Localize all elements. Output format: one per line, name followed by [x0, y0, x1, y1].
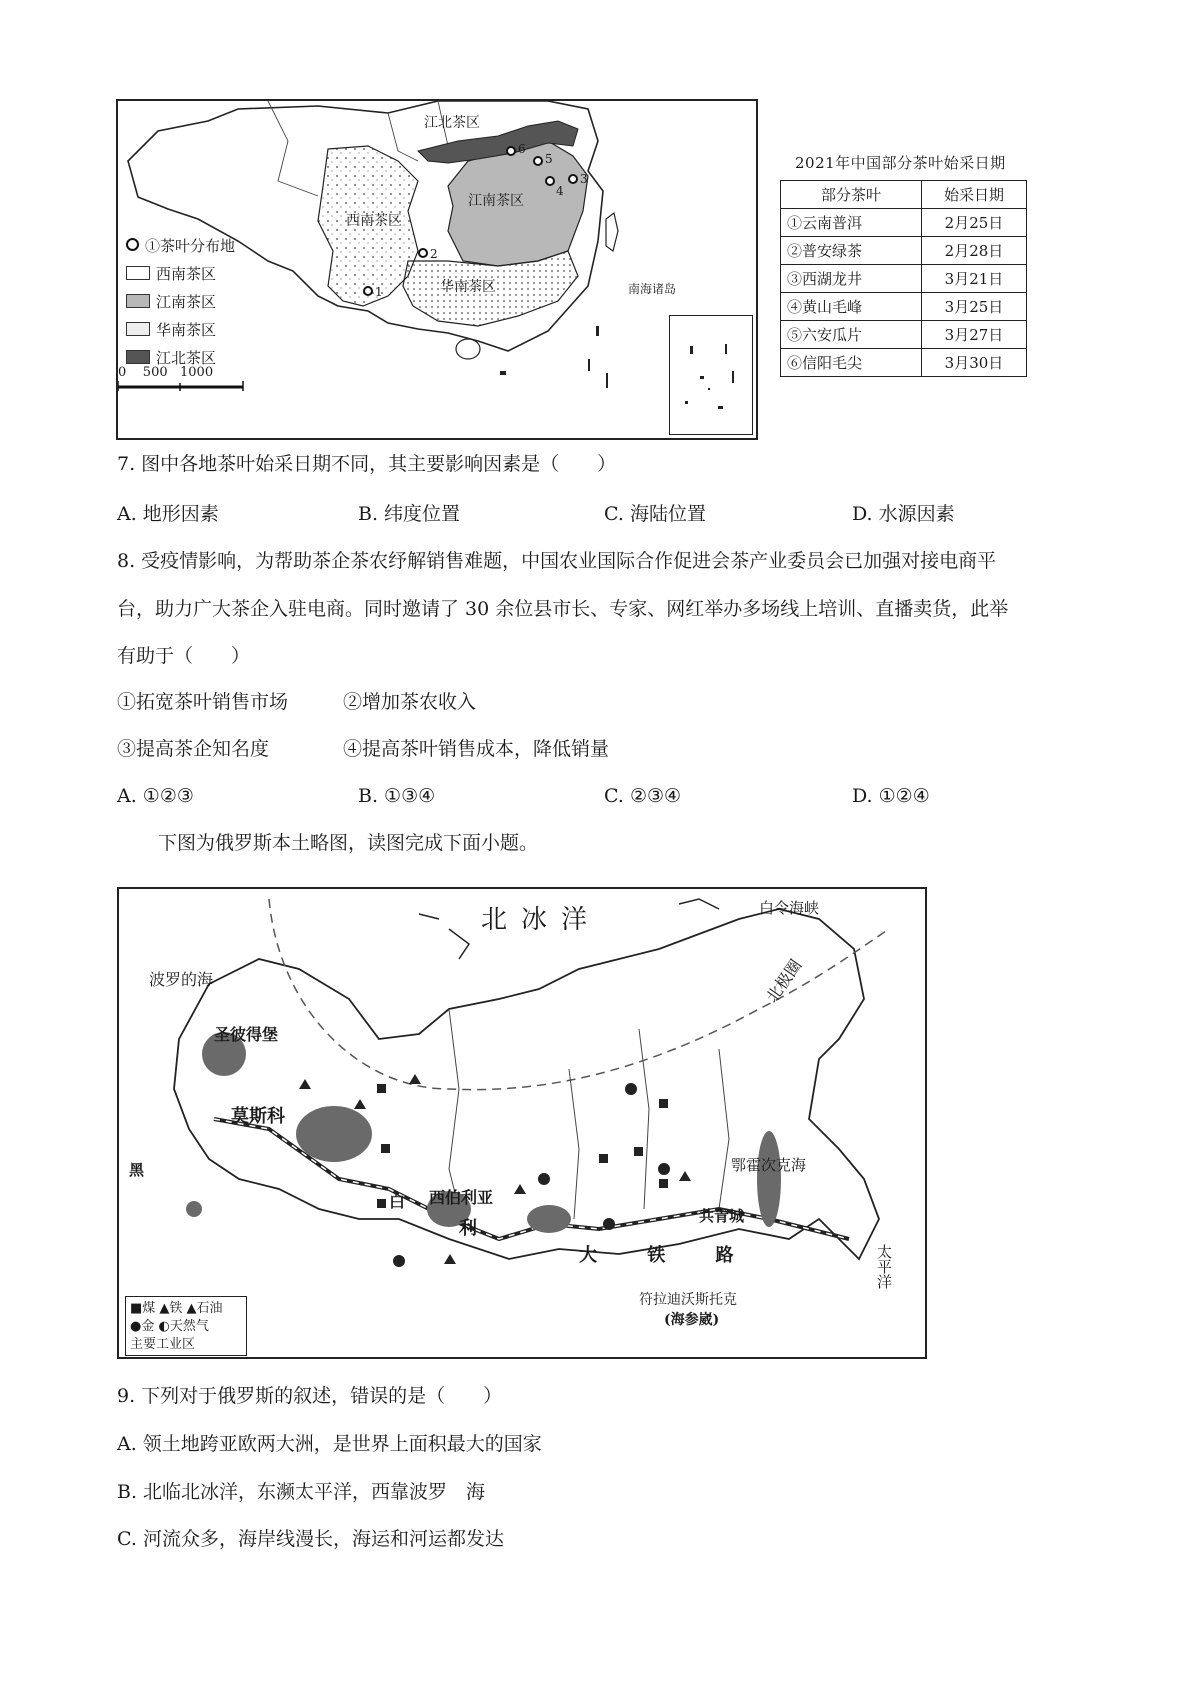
table-cell: ⑤六安瓜片	[781, 321, 922, 349]
q8-item-4: ④提高茶叶销售成本，降低销量	[343, 738, 610, 760]
map2-intro: 下图为俄罗斯本土略图，读图完成下面小题。	[158, 832, 539, 854]
q7-option-b: B. 纬度位置	[358, 503, 461, 525]
label-komsomolsk: 共青城	[699, 1207, 745, 1225]
table-cell: 3月25日	[922, 293, 1027, 321]
label-n6: 6	[518, 142, 526, 156]
table-row	[781, 293, 1027, 321]
label-bai: 白	[389, 1192, 406, 1211]
q8-stem-line-1: 8. 受疫情影响，为帮助茶企茶农纾解销售难题，中国农业国际合作促进会茶产业委员会已加强对接电商平	[117, 550, 997, 572]
label-baltic: 波罗的海	[149, 970, 214, 989]
table-row	[781, 265, 1027, 293]
label-huanan: 华南茶区	[440, 279, 496, 295]
south-sea-inset	[669, 315, 753, 435]
table-cell: ⑥信阳毛尖	[781, 349, 922, 377]
label-n4: 4	[556, 184, 564, 198]
q8-option-b: B. ①③④	[358, 785, 436, 807]
label-moscow: 莫斯科	[231, 1106, 285, 1127]
russia-map	[117, 887, 927, 1359]
legend-huanan-swatch	[126, 322, 150, 336]
label-nanhai: 南海诸岛	[628, 282, 677, 296]
table-header: 始采日期	[922, 181, 1027, 209]
tea-table	[780, 180, 1027, 377]
table-cell: 2月25日	[922, 209, 1027, 237]
label-big-rail: 大 铁 路	[579, 1245, 756, 1266]
label-pacific: 太平洋	[875, 1244, 893, 1289]
label-siberia-rail: 西伯利亚	[429, 1188, 494, 1207]
legend-line: 主要工业区	[130, 1337, 196, 1352]
label-xinan: 西南茶区	[346, 213, 402, 229]
table-row	[781, 237, 1027, 265]
legend-huanan: 华南茶区	[126, 321, 216, 339]
q7-option-a: A. 地形因素	[117, 503, 219, 525]
q7-option-c: C. 海陆位置	[604, 503, 706, 525]
legend-jiangbei-swatch	[126, 350, 150, 364]
scale-label: 0 500 1000	[118, 365, 214, 380]
table-header: 部分茶叶	[781, 181, 922, 209]
table-row	[781, 209, 1027, 237]
legend-line: ●金 ◐天然气	[130, 1319, 209, 1334]
table-cell: ①云南普洱	[781, 209, 922, 237]
label-arctic-circle: 北极圈	[762, 955, 806, 1007]
label-haishenwai: (海参崴)	[664, 1312, 720, 1328]
legend-xinan-swatch	[126, 266, 150, 280]
q8-stem-line-2: 台，助力广大茶企入驻电商。同时邀请了 30 余位县市长、专家、网红举办多场线上培训、直播卖货，此举	[117, 598, 1009, 620]
table-row	[781, 321, 1027, 349]
table-cell: ③西湖龙井	[781, 265, 922, 293]
q7-option-d: D. 水源因素	[852, 503, 955, 525]
table-row	[781, 349, 1027, 377]
label-bering: 白令海峡	[759, 899, 820, 917]
russia-map-legend	[125, 1296, 247, 1356]
table-cell: 3月30日	[922, 349, 1027, 377]
label-arctic-ocean: 北冰洋	[481, 905, 602, 935]
table-header-row	[781, 181, 1027, 209]
label-jiangbei: 江北茶区	[424, 115, 480, 131]
q8-item-3: ③提高茶企知名度	[117, 738, 270, 760]
q7-stem: 7. 图中各地茶叶始采日期不同，其主要影响因素是（ ）	[117, 453, 617, 475]
legend-jiangnan-swatch	[126, 294, 150, 308]
legend-jiangbei: 江北茶区	[126, 349, 216, 367]
tea-table-title: 2021年中国部分茶叶始采日期	[795, 154, 1006, 172]
table-cell: ④黄山毛峰	[781, 293, 922, 321]
table-cell: 3月21日	[922, 265, 1027, 293]
label-li: 利	[459, 1218, 477, 1239]
label-black-sea: 黑	[129, 1161, 145, 1179]
label-jiangnan: 江南茶区	[468, 193, 524, 209]
q8-item-2: ②增加茶农收入	[343, 691, 477, 713]
q8-option-d: D. ①②④	[852, 785, 930, 807]
q8-option-c: C. ②③④	[604, 785, 682, 807]
legend-dot-swatch	[126, 238, 139, 251]
label-n3: 3	[580, 172, 588, 186]
label-vladivostok: 符拉迪沃斯托克	[639, 1292, 737, 1308]
q8-stem-line-3: 有助于（ ）	[117, 645, 251, 667]
legend-jiangnan: 江南茶区	[126, 293, 216, 311]
label-n2: 2	[430, 247, 438, 261]
label-okhotsk: 鄂霍次克海	[731, 1156, 807, 1174]
legend-line: ■煤 ▲铁 ▲石油	[130, 1301, 223, 1316]
label-n1: 1	[375, 285, 383, 299]
label-st-petersburg: 圣彼得堡	[214, 1025, 279, 1044]
q9-stem: 9. 下列对于俄罗斯的叙述，错误的是（ ）	[117, 1385, 503, 1407]
table-cell: 2月28日	[922, 237, 1027, 265]
table-cell: ②普安绿茶	[781, 237, 922, 265]
legend-dot: ①茶叶分布地	[126, 237, 235, 255]
legend-xinan: 西南茶区	[126, 265, 216, 283]
q9-option-c: C. 河流众多，海岸线漫长，海运和河运都发达	[117, 1528, 504, 1550]
label-n5: 5	[545, 152, 553, 166]
q8-option-a: A. ①②③	[117, 785, 194, 807]
table-cell: 3月27日	[922, 321, 1027, 349]
china-tea-map	[116, 99, 758, 440]
q9-option-a: A. 领土地跨亚欧两大洲，是世界上面积最大的国家	[117, 1433, 542, 1455]
q8-item-1: ①拓宽茶叶销售市场	[117, 691, 289, 713]
q9-option-b: B. 北临北冰洋，东濒太平洋，西靠波罗 海	[117, 1481, 486, 1503]
